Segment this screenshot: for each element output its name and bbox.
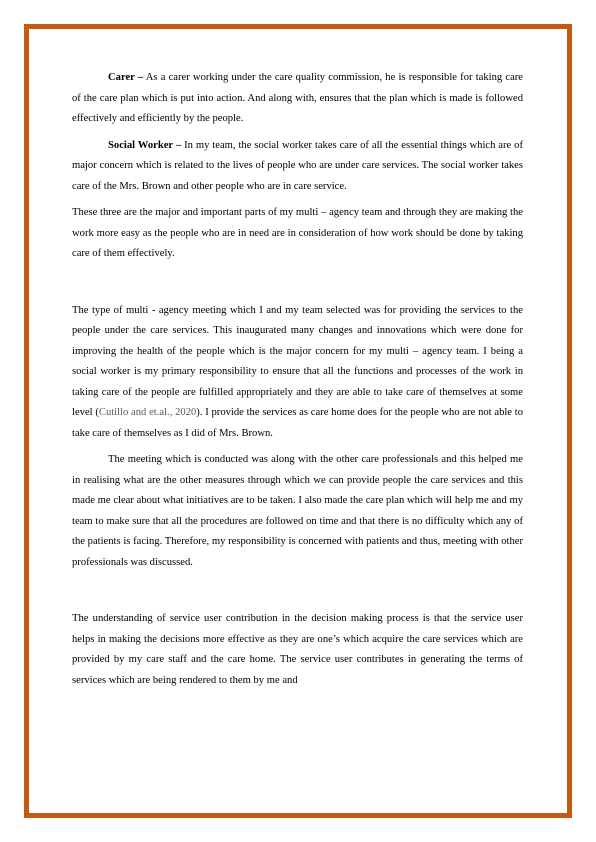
paragraph-meeting-type-text-end: ). I provide the services as care home does for the people who are not able to take care of themselves as I did of Mrs. Brown.: [72, 407, 524, 439]
paragraph-meeting-conducted: The meeting which is conducted was along with the other care professionals and this helped me in realising what are the other measures through which we can provide people the care services and this made me clear about what initiatives are to be taken. I also made the care plan which will help me and my team to make sure that all the procedures are followed on time and that there is no difficulty which any of the patients is facing. Therefore, my responsibility is concerned with patients and thus, meeting with other professionals was discussed.: [72, 454, 523, 568]
paragraph-service-user: The understanding of service user contribution in the decision making process is that the service user helps in making the decisions more effective as they are one’s which acquire the care services which are provided by my care staff and the care home. The service user contributes in generating the terms of services which are being rendered to them by me and: [72, 613, 523, 686]
paragraph-meeting-type-text: The type of multi - agency meeting which I and my team selected was for providing the services to the people under the care services. This inaugurated many changes and innovations which were done for improving the health of the people which is the major concern for my multi – agency team. I being a social worker is my primary responsibility to ensure that all the functions and processes of the work in taking care of the people are fulfilled appropriately and they are able to take care of themselves at some level (: [72, 304, 523, 418]
paragraph-carer: [72, 68, 523, 130]
citation: Cutillo and et.al., 2020: [98, 407, 197, 418]
document-body: [72, 68, 523, 691]
term-carer: Carer –: [108, 72, 144, 83]
paragraph-three-parts: These three are the major and important parts of my multi – agency team and through they are making the work more easy as the people who are in need are in consideration of how work should be done by taking care of them effectively.: [72, 207, 523, 259]
paragraph-social-worker-text: In my team, the social worker takes care of all the essential things which are of major concern which is related to the lives of people who are under care services. The social worker takes care of the Mrs. Brown and other people who are in care service.: [72, 139, 523, 192]
paragraph-carer-text: As a carer working under the care quality commission, he is responsible for taking care of the care plan which is put into action. And along with, ensures that the plan which is made is followed effectively and efficiently by the people.: [72, 72, 523, 124]
term-social-worker: Social Worker –: [108, 139, 182, 151]
paragraph-meeting-type: [72, 301, 523, 445]
paragraph-social-worker: [72, 136, 523, 198]
